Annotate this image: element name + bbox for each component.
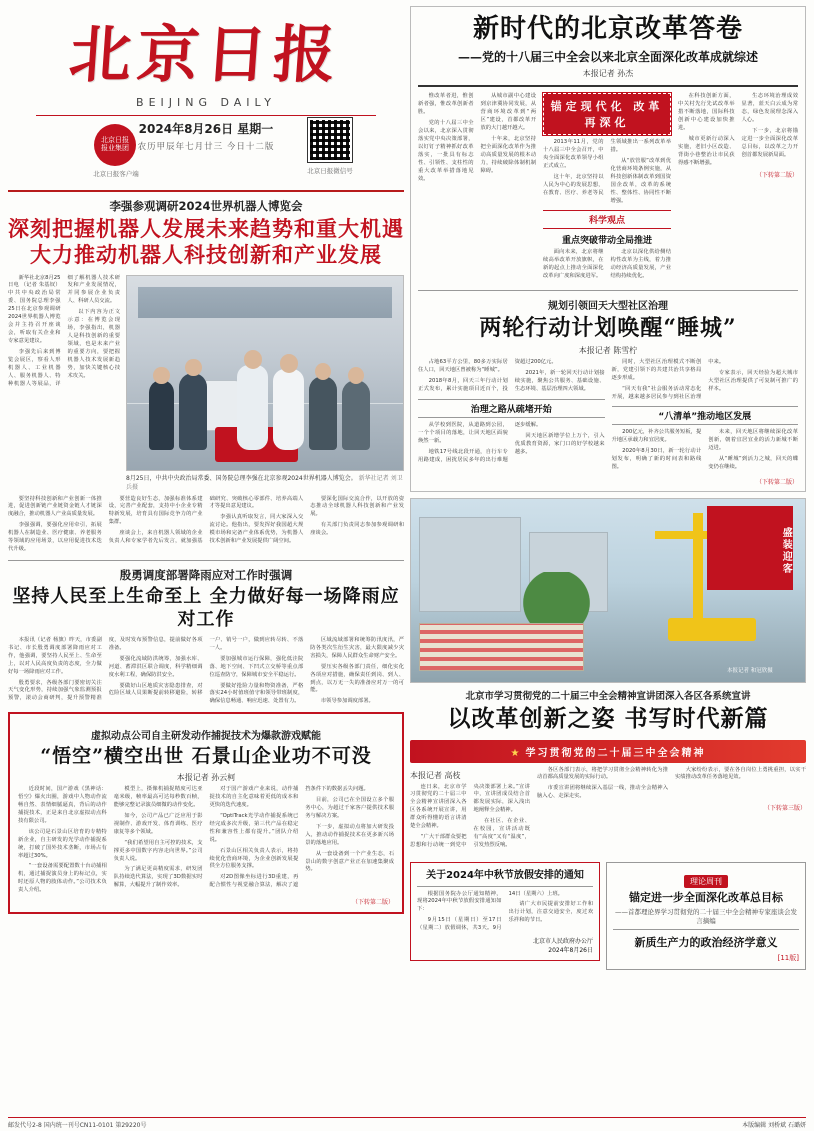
- paragraph: 以下内容为正文示意：在博览会现场，李强指出，机器人是科技创新的重要领域，也是未来产业的重要方向，要把握机器人技术发展新趋势，加快关键核心技术攻关。: [67, 309, 120, 379]
- theory-page: [11版]: [777, 953, 799, 962]
- star-icon: ★: [510, 747, 522, 759]
- boxed-headline: “悟空”横空出世 石景山企业功不可没: [40, 745, 372, 768]
- paragraph: 从一套设备到一个产业生态，石景山的数字创意产业正在加速集聚成势。: [305, 850, 394, 873]
- photo-vertical-banner: 盛装迎客: [707, 506, 794, 590]
- paragraph: “广大干部群众要把思想和行动统一到党中央决策部署上来。”宣讲中，宣讲团成员结合首都发展实际，深入浅出地阐释全会精神。: [410, 783, 530, 849]
- paragraph: 2021年，新一轮回天行动计划接续实施，聚焦公共服务、基础设施、生态环境、基层治理四大领域。: [514, 370, 605, 393]
- paragraph: 200亿元，补齐公共服务短板，提升地区承载力和宜居度。: [611, 428, 702, 443]
- paragraph: 李强强调，要强化应用牵引，拓展机器人在制造业、医疗健康、养老服务等领域的应用场景，以应用促进技术迭代升级。: [8, 522, 102, 553]
- paragraph: 生态环境治理成效显著，蓝天白云成为常态，绿色发展理念深入人心。: [741, 93, 798, 124]
- paragraph: 党的十八届三中全会以来，北京深入贯彻落实党中央决策部署，以钉钉子精神抓好改革落实，一批具有标志性、引领性、支柱性的重大改革举措落地见效。: [418, 120, 474, 182]
- rb-continued: （下转第三版）: [763, 805, 806, 813]
- paragraph: 要压实各级各部门责任，细化实化各项应对措施，确保责任到岗、到人、到点，以万无一失的准备应对万一的可能。: [310, 663, 404, 694]
- right-column: [410, 6, 806, 1116]
- rm-headline: 两轮行动计划唤醒“睡城”: [479, 314, 737, 341]
- notice-title: 关于2024年中秋节放假安排的通知: [426, 869, 584, 881]
- paragraph: 目前，公司已在全国设立多个服务中心，为超过千家客户提供技术服务与解决方案。: [305, 796, 394, 819]
- paragraph: 面向未来，北京将继续高举改革开放旗帜，在新的起点上推动全面深化改革向广度和深度进军。: [543, 248, 604, 279]
- masthead: [8, 6, 404, 192]
- paragraph: 北京以深化供给侧结构性改革为主线，着力推动经济高质量发展，产业结构持续优化。: [610, 248, 671, 279]
- paragraph: “回天有我”社会服务活动常态化开展，越来越多居民参与到社区治理中来。: [611, 359, 725, 400]
- divider-3: [418, 290, 798, 291]
- paragraph: 下一步，虚拟动点将加大研发投入，推动动作捕捉技术在更多新兴场景的落地应用。: [305, 823, 394, 846]
- paragraph: 如今，公司产品已广泛应用于影视制作、游戏开发、体育训练、医疗康复等多个领域。: [113, 812, 203, 835]
- rb-kicker: 北京市学习贯彻党的二十届三中全会精神宣讲团深入各区各系统宣讲: [465, 690, 751, 702]
- notice-body: [417, 891, 593, 934]
- divider-1: [8, 560, 404, 561]
- paragraph: 要做好抢险力量和物资准备，严格落实24小时值班值守和领导带班制度，确保信息畅通、响应迅速、处置有力。: [209, 682, 304, 705]
- paragraph: 要营造良好生态，加强标准体系建设，完善产业配套，支持中小企业专精特新发展，培育具有国际竞争力的产业集群。: [108, 495, 203, 526]
- second-kicker: 殷勇调度部署降雨应对工作时强调: [119, 568, 293, 583]
- rt-body-left: [418, 93, 536, 183]
- paragraph: 各区各部门表示，将把学习贯彻全会精神转化为推动首都高质量发展的实际行动。: [537, 766, 668, 781]
- lead-kicker: 李强参观调研2024世界机器人博览会: [109, 199, 303, 213]
- lead-body-left: [8, 275, 120, 492]
- paragraph: 殷勇要求，各级各部门要密切关注天气变化形势，持续加强气象监测预报预警，滚动会商研判，提升预警精准度，及时发布预警信息，提前做好各项准备。: [8, 636, 203, 702]
- theory-box: [606, 862, 806, 970]
- paragraph: 从“睡城”到活力之城，回天的蝶变仍在继续。: [708, 455, 798, 470]
- footer-left: 邮发代号2-8 国内统一刊号CN11-0101 第29220号: [8, 1122, 147, 1129]
- lead-photo: [126, 275, 404, 471]
- paragraph: 惟改革者进，惟创新者强，惟改革创新者胜。: [418, 93, 474, 116]
- paragraph: 模型上，摄像机捕捉精度可达亚毫米级，帧率最高可达每秒数百帧，能够完整记录演员细微的动作变化。: [113, 786, 203, 808]
- boxed-article: [8, 712, 404, 914]
- caption-text: 8月25日，中共中央政治局常委、国务院总理李强在北京参观2024世界机器人博览会。: [126, 474, 357, 482]
- paragraph: 新华社北京8月25日电 （记者 朱基钗）中共中央政治局常委、国务院总理李强25日在北京参观调研2024世界机器人博览会并主持召开座谈会，听取有关企业和专家意见建议。: [8, 274, 61, 344]
- rm-subhead-2: “八清单”推动地区发展: [612, 406, 799, 425]
- boxed-byline: 本报记者 孙云柯: [176, 773, 236, 783]
- footer-bar: [8, 1117, 806, 1129]
- theory-title: 锚定进一步全面深化改革总目标: [629, 890, 783, 904]
- paragraph: 同时，大型社区治理模式不断创新，党建引领下的共建共治共享格局逐步形成。: [611, 359, 702, 382]
- rt-body-right: [678, 93, 798, 167]
- masthead-date: 2024年8月26日 星期一: [138, 122, 274, 136]
- rm-kicker: 规划引领回天大型社区治理: [548, 300, 668, 312]
- rb-body-left: [410, 784, 530, 852]
- rt-subhead: ——党的十八届三中全会以来北京全面深化改革成就综述: [457, 49, 758, 64]
- paragraph: 从学校到医院，从道路到公园，一个个项目的落地，让回天地区面貌焕然一新。: [418, 422, 508, 445]
- paragraph: 十年来，北京坚持把全面深化改革作为推动高质量发展的根本动力，持续破除体制机制障碍。: [480, 136, 536, 174]
- photo-banner: [138, 287, 392, 318]
- rm-byline: 本报记者 陈雪柠: [578, 346, 638, 356]
- rm-body-left2: [418, 422, 605, 465]
- paragraph: 李强认真听取发言，同大家深入交流讨论。他指出，要发挥好我国超大规模市场和完备产业体系优势，为机器人技术创新和产业发展提供广阔空间。: [209, 514, 304, 545]
- paragraph: 要强化流域防洪统筹，加强水库、河道、蓄滞洪区联合调度，科学精细调度水利工程，确保防洪安全。: [108, 655, 203, 678]
- caption-credit: 新华社记者 刘卫兵摄: [126, 474, 403, 491]
- paragraph: 连日来，北京市学习贯彻党的二十届三中全会精神宣讲团深入各区各系统开展宣讲，用群众听得懂的语言讲清楚全会精神。: [410, 783, 467, 830]
- paragraph: 要坚持科技创新和产业创新一体推进，促进创新链产业链资金链人才链深度融合，推动机器人产业高质量发展。: [8, 495, 102, 518]
- divider-2: [418, 85, 798, 87]
- rm-body-left: [418, 359, 605, 395]
- paragraph: 在科技创新方面，中关村先行先试改革举措不断落地，国际科技创新中心建设加快推进。: [678, 93, 735, 132]
- notice-box: [410, 862, 600, 962]
- paragraph: 下一步，北京将锚定进一步全面深化改革总目标，以改革之力开创首都发展新局面。: [741, 128, 798, 158]
- second-photo: [410, 498, 806, 683]
- paragraph: 2020年8月30日，新一轮行动计划发布，明确了新的时间表和路线图。: [611, 447, 702, 470]
- rt-headline: 新时代的北京改革答卷: [472, 14, 743, 44]
- paragraph: 石景山区相关负责人表示，将持续优化营商环境，为企业创新发展提供全方位服务支撑。: [209, 847, 299, 870]
- qr-code-label: 北京日报微信号: [307, 167, 353, 175]
- lead-photo-caption: [126, 474, 404, 492]
- paragraph: 要做好山区地质灾害隐患排查，对危险区域人员果断提前转移避险，转移一户、销号一户，做到应转尽转、不落一人。: [108, 636, 304, 697]
- paragraph: 市领导参加调度部署。: [320, 698, 374, 705]
- paragraph: 在社区、在企业、在校园，宣讲活动既有“高度”又有“温度”，引发热烈反响。: [473, 818, 530, 849]
- boxed-kicker: 虚拟动点公司自主研发动作捕捉技术为爆款游戏赋能: [91, 731, 321, 743]
- rt-body-sidebar: [543, 249, 671, 284]
- paragraph: “我们希望用自主可控的技术，支撑更多中国数字内容走向世界。”公司负责人说。: [113, 839, 203, 862]
- page-columns: [8, 6, 806, 1116]
- lead-headline-1: 深刻把握机器人发展未来趋势和重大机遇: [8, 216, 404, 241]
- paragraph: 地铁17号线北段开通，自行车专用路建成，困扰居民多年的出行难题逐步缓解。: [418, 422, 542, 464]
- right-top-article: [410, 6, 806, 492]
- paragraph: 区域流域部署和统筹防汛度汛，严防各类次生衍生灾害，最大限度减少灾害损失，保障人民群众生命财产安全。: [310, 636, 404, 659]
- rt-sidebar-sub: 重点突破带动全局推进: [561, 235, 652, 246]
- rb-body-right: [537, 767, 806, 802]
- paragraph: 对2D图像坐标进行3D重建，再配合惯性与视觉融合算法，解决了遮挡条件下的数据丢失问题。: [209, 786, 369, 889]
- rt-body-mid: [543, 139, 671, 206]
- boxed-body: [18, 786, 394, 895]
- rt-sidebar-title: 科学观点: [543, 210, 671, 229]
- flower-bed: [419, 623, 584, 671]
- paragraph: “一套设备需要配置数十台动捕相机，通过捕捉演员身上的标记点，实时还原人物的肢体动作。”公司技术负责人介绍。: [18, 863, 107, 894]
- notice-date: 2024年8月26日: [548, 947, 593, 955]
- second-headline: 坚持人民至上生命至上 全力做好每一场降雨应对工作: [12, 586, 400, 631]
- paragraph: “OptiTrack光学动作捕捉系统已经完成多次升级，第三代产品在稳定性和兼容性上都有提升。”团队介绍说。: [209, 812, 299, 843]
- paragraph: 回天地区新增学位上万个，引入优质教育资源，家门口的好学校越来越多。: [514, 433, 605, 456]
- paragraph: 根据国务院办公厅通知精神，现将2024年中秋节放假安排通知如下：: [417, 890, 502, 913]
- study-campaign-label: 学习贯彻党的二十届三中全会精神: [525, 747, 706, 759]
- masthead-title: 北京日报: [66, 18, 344, 91]
- paragraph: 有关部门负责同志参加参观调研和座谈会。: [310, 522, 404, 537]
- paragraph: 近段时间，国产游戏《黑神话：悟空》爆火出圈，游戏中人物动作流畅自然、表情细腻逼真，背后的动作捕捉技术，正是来自北京虚拟动点科技有限公司。: [18, 786, 107, 824]
- footer-right: 本版编辑 刘桥斌 石璐妍: [742, 1122, 806, 1129]
- rm-subhead-1: 治理之路从疏堵开始: [418, 399, 605, 418]
- notice-issuer: 北京市人民政府办公厅: [532, 938, 593, 946]
- paragraph: 2013年11月，党的十八届三中全会召开，中央全面深化改革领导小组正式成立。: [543, 139, 604, 170]
- paragraph: 2018年8月，回天三年行动计划正式发布，累计实施项目近百个，投资超过200亿元。: [418, 359, 557, 393]
- paragraph: 专家表示，回天经验为超大城市大型社区治理提供了可复制可推广的样本。: [708, 370, 798, 393]
- theory-section-tag[interactable]: 理论周刊: [684, 875, 728, 888]
- rt-continued: （下转第二版）: [755, 171, 798, 179]
- paragraph: 这十年，北京坚持以人民为中心的发展思想，在教育、医疗、养老等民生领域推出一系列改革举措。: [543, 139, 671, 197]
- second-body: [8, 637, 404, 707]
- paragraph: 对于国产游戏产业来说，动作捕捉技术的自主化意味着更低的成本和更快的迭代速度。: [209, 786, 299, 808]
- paragraph: 从城市副中心建设到京津冀协同发展，从营商环境改革到“两区”建设，首都改革开放的大门越开越大。: [480, 93, 536, 132]
- app-qr-label: 北京日报客户端: [93, 170, 139, 178]
- theory-sub: ——首都理论界学习贯彻党的二十届三中全会精神专家座谈会发言摘编: [615, 907, 797, 925]
- paragraph: 要加强城市运行保障，强化低洼院落、地下空间、下凹式立交桥等重点部位巡查防守，保障城市安全平稳运行。: [209, 655, 304, 678]
- masthead-rule: [36, 115, 377, 116]
- photo-credit-2: 本报记者 和冠欣摄: [726, 668, 773, 675]
- paragraph: 为了满足更高精度需求，研发团队持续迭代算法，实现了3D数据实时解算，大幅提升了制作效率。: [113, 866, 203, 889]
- boxed-continued: （下转第二版）: [351, 899, 394, 907]
- rb-headline: 以改革创新之姿 书写时代新篇: [447, 704, 769, 732]
- lead-headline-2: 大力推动机器人科技创新和产业发展: [30, 242, 382, 268]
- masthead-subline: 农历甲辰年七月廿三 今日十二版: [137, 142, 275, 152]
- lead-body-bottom: [8, 496, 404, 555]
- rm-body-right2: [612, 429, 799, 475]
- paragraph: 座谈会上，来自机器人领域的企业负责人和专家学者先后发言，就加强基础研究、突破核心零部件、培养高端人才等提出意见建议。: [108, 495, 304, 545]
- paragraph: 该公司是石景山区培育的专精特新企业，自主研发的光学动作捕捉系统，打破了国外技术垄断，市场占有率超过30%。: [18, 828, 107, 859]
- rm-body-right: [612, 359, 799, 402]
- paragraph: 市委宣讲团将继续深入基层一线，推动全会精神入脑入心、走深走实。: [537, 785, 668, 800]
- qr-code-icon[interactable]: [308, 118, 352, 162]
- paragraph: 李强先后来到博览会展区，察看人形机器人、工业机器人、服务机器人、特种机器人等展品，详细了解机器人技术研发和产业发展情况，并同参展企业负责人、科研人员交流。: [8, 274, 120, 387]
- left-column: [8, 6, 404, 1116]
- paragraph: 大家纷纷表示，要在各自岗位上勇挑重担，以实干实绩推动改革任务落地见效。: [675, 766, 806, 781]
- publisher-seal-icon: 北京日报报业集团: [94, 124, 136, 166]
- theory-item: 新质生产力的政治经济学意义: [634, 935, 778, 949]
- paragraph: 未来，回天地区将继续深化改革创新，朝着宜居宜业的活力新城不断迈进。: [708, 428, 798, 451]
- rb-byline: 本报记者 高枝: [410, 770, 461, 780]
- study-campaign-banner: [410, 740, 806, 763]
- rm-continued: （下转第二版）: [755, 478, 798, 486]
- paragraph: 9月15日（星期日）至17日（星期二）放假调休，共3天。9月14日（星期六）上班。: [417, 890, 563, 932]
- paragraph: 本报讯（记者 杨旗）昨天，市委副书记、市长殷勇调度部署降雨应对工作，他强调，要坚持人民至上、生命至上，以对人民高度负责的态度，全力做好每一场降雨应对工作。: [8, 636, 102, 675]
- paragraph: 请广大市民提前安排好工作和出行计划，注意交通安全，度过欢乐祥和的节日。: [508, 901, 593, 924]
- masthead-english: BEIJING DAILY: [136, 96, 276, 109]
- paragraph: 城市更新行动深入实施，老旧小区改造、背街小巷整治让市民获得感不断增强。: [678, 136, 735, 166]
- paragraph: 要深化国际交流合作，以开放的姿态推动全球机器人科技创新和产业发展。: [310, 495, 404, 518]
- rt-byline: 本报记者 孙杰: [582, 69, 634, 79]
- paragraph: 占地63平方公里，80多万实际居住人口，回天地区曾被称为“睡城”。: [418, 359, 508, 374]
- rt-campaign-tag: 锚定现代化 改革再深化: [543, 93, 671, 135]
- paragraph: 从“放管服”改革到优化营商环境条例实施，从科技创新体制改革到国资国企改革，改革的系统性、整体性、协同性不断增强。: [610, 158, 671, 204]
